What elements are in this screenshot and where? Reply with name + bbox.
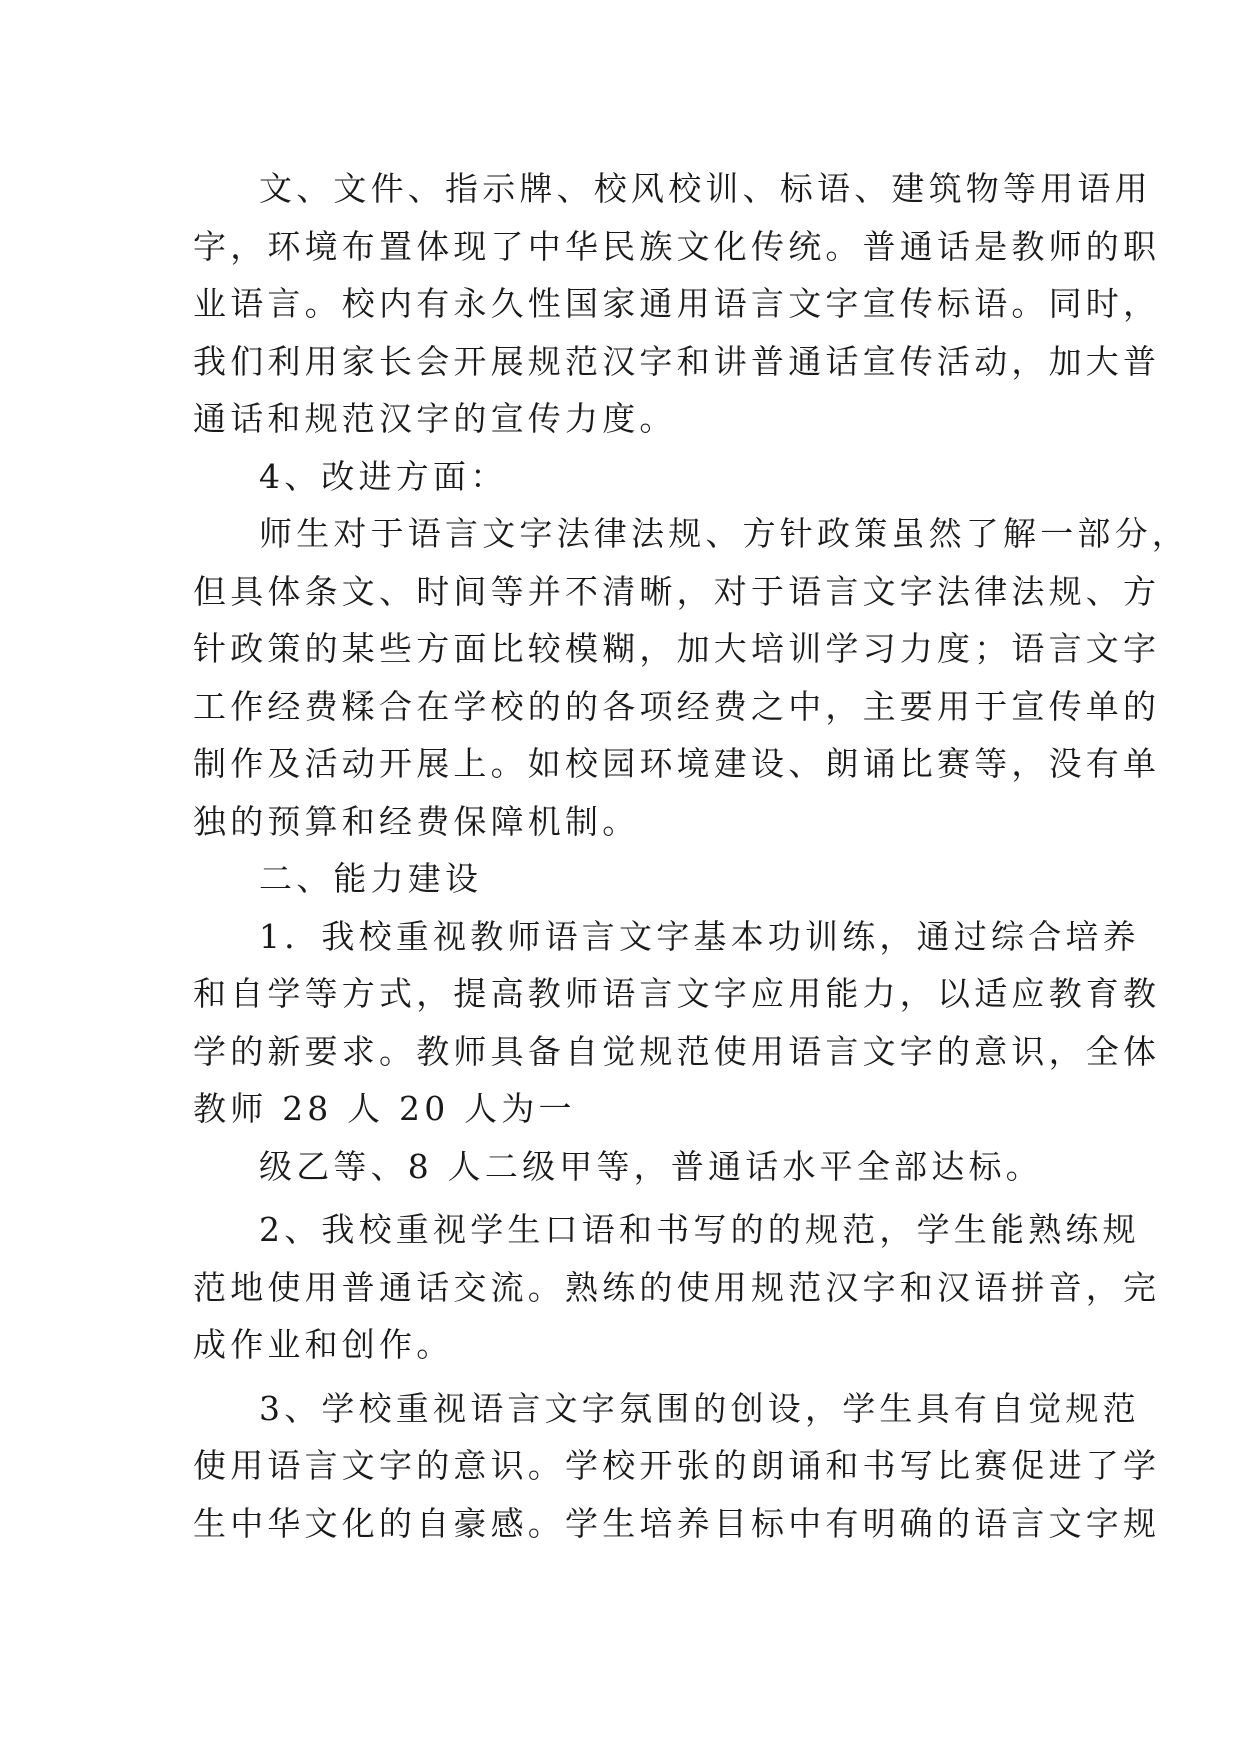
- section-heading: 4、改进方面：: [259, 456, 508, 496]
- text-line: 文、文件、指示牌、校风校训、标语、建筑物等用语用: [259, 169, 1152, 208]
- text-line: 针政策的某些方面比较模糊，加大培训学习力度；语言文字: [193, 629, 1161, 668]
- text-line: 我们利用家长会开展规范汉字和讲普通话宣传活动，加大普: [193, 341, 1161, 381]
- document-page: [193, 160, 1189, 1552]
- text-line: 字，环境布置体现了中华民族文化传统。普通话是教师的职: [193, 226, 1161, 266]
- text-line: 成作业和创作。: [193, 1325, 454, 1364]
- text-line: 业语言。校内有永久性国家通用语言文字宣传标语。同时，: [193, 284, 1161, 323]
- text-line: 师生对于语言文字法律法规、方针政策虽然了解一部分，: [259, 514, 1189, 553]
- section-heading: 二、能力建设: [259, 859, 483, 898]
- text-line: 通话和规范汉字的宣传力度。: [193, 399, 677, 438]
- text-line: 独的预算和经费保障机制。: [193, 801, 640, 841]
- text-line: 教师 28 人 20 人为一: [193, 1089, 576, 1128]
- text-line: 生中华文化的自豪感。学生培养目标中有明确的语言文字规: [193, 1503, 1161, 1543]
- text-line: 学的新要求。教师具备自觉规范使用语言文字的意识，全体: [193, 1031, 1161, 1071]
- text-line: 制作及活动开展上。如校园环境建设、朗诵比赛等，没有单: [193, 744, 1161, 783]
- text-line: 范地使用普通话交流。熟练的使用规范汉字和汉语拼音，完: [193, 1267, 1161, 1307]
- text-line: 2、我校重视学生口语和书写的的规范，学生能熟练规: [259, 1210, 1140, 1249]
- text-line: 级乙等、8 人二级甲等，普通话水平全部达标。: [259, 1146, 1043, 1186]
- text-line: 3、学校重视语言文字氛围的创设，学生具有自觉规范: [259, 1388, 1140, 1428]
- text-line: 使用语言文字的意识。学校开张的朗诵和书写比赛促进了学: [193, 1446, 1161, 1485]
- text-line: 但具体条文、时间等并不清晰，对于语言文字法律法规、方: [193, 571, 1161, 611]
- text-line: 工作经费糅合在学校的的各项经费之中，主要用于宣传单的: [193, 686, 1161, 726]
- text-line: 1．我校重视教师语言文字基本功训练，通过综合培养: [259, 916, 1140, 956]
- text-line: 和自学等方式，提高教师语言文字应用能力，以适应教育教: [193, 974, 1161, 1013]
